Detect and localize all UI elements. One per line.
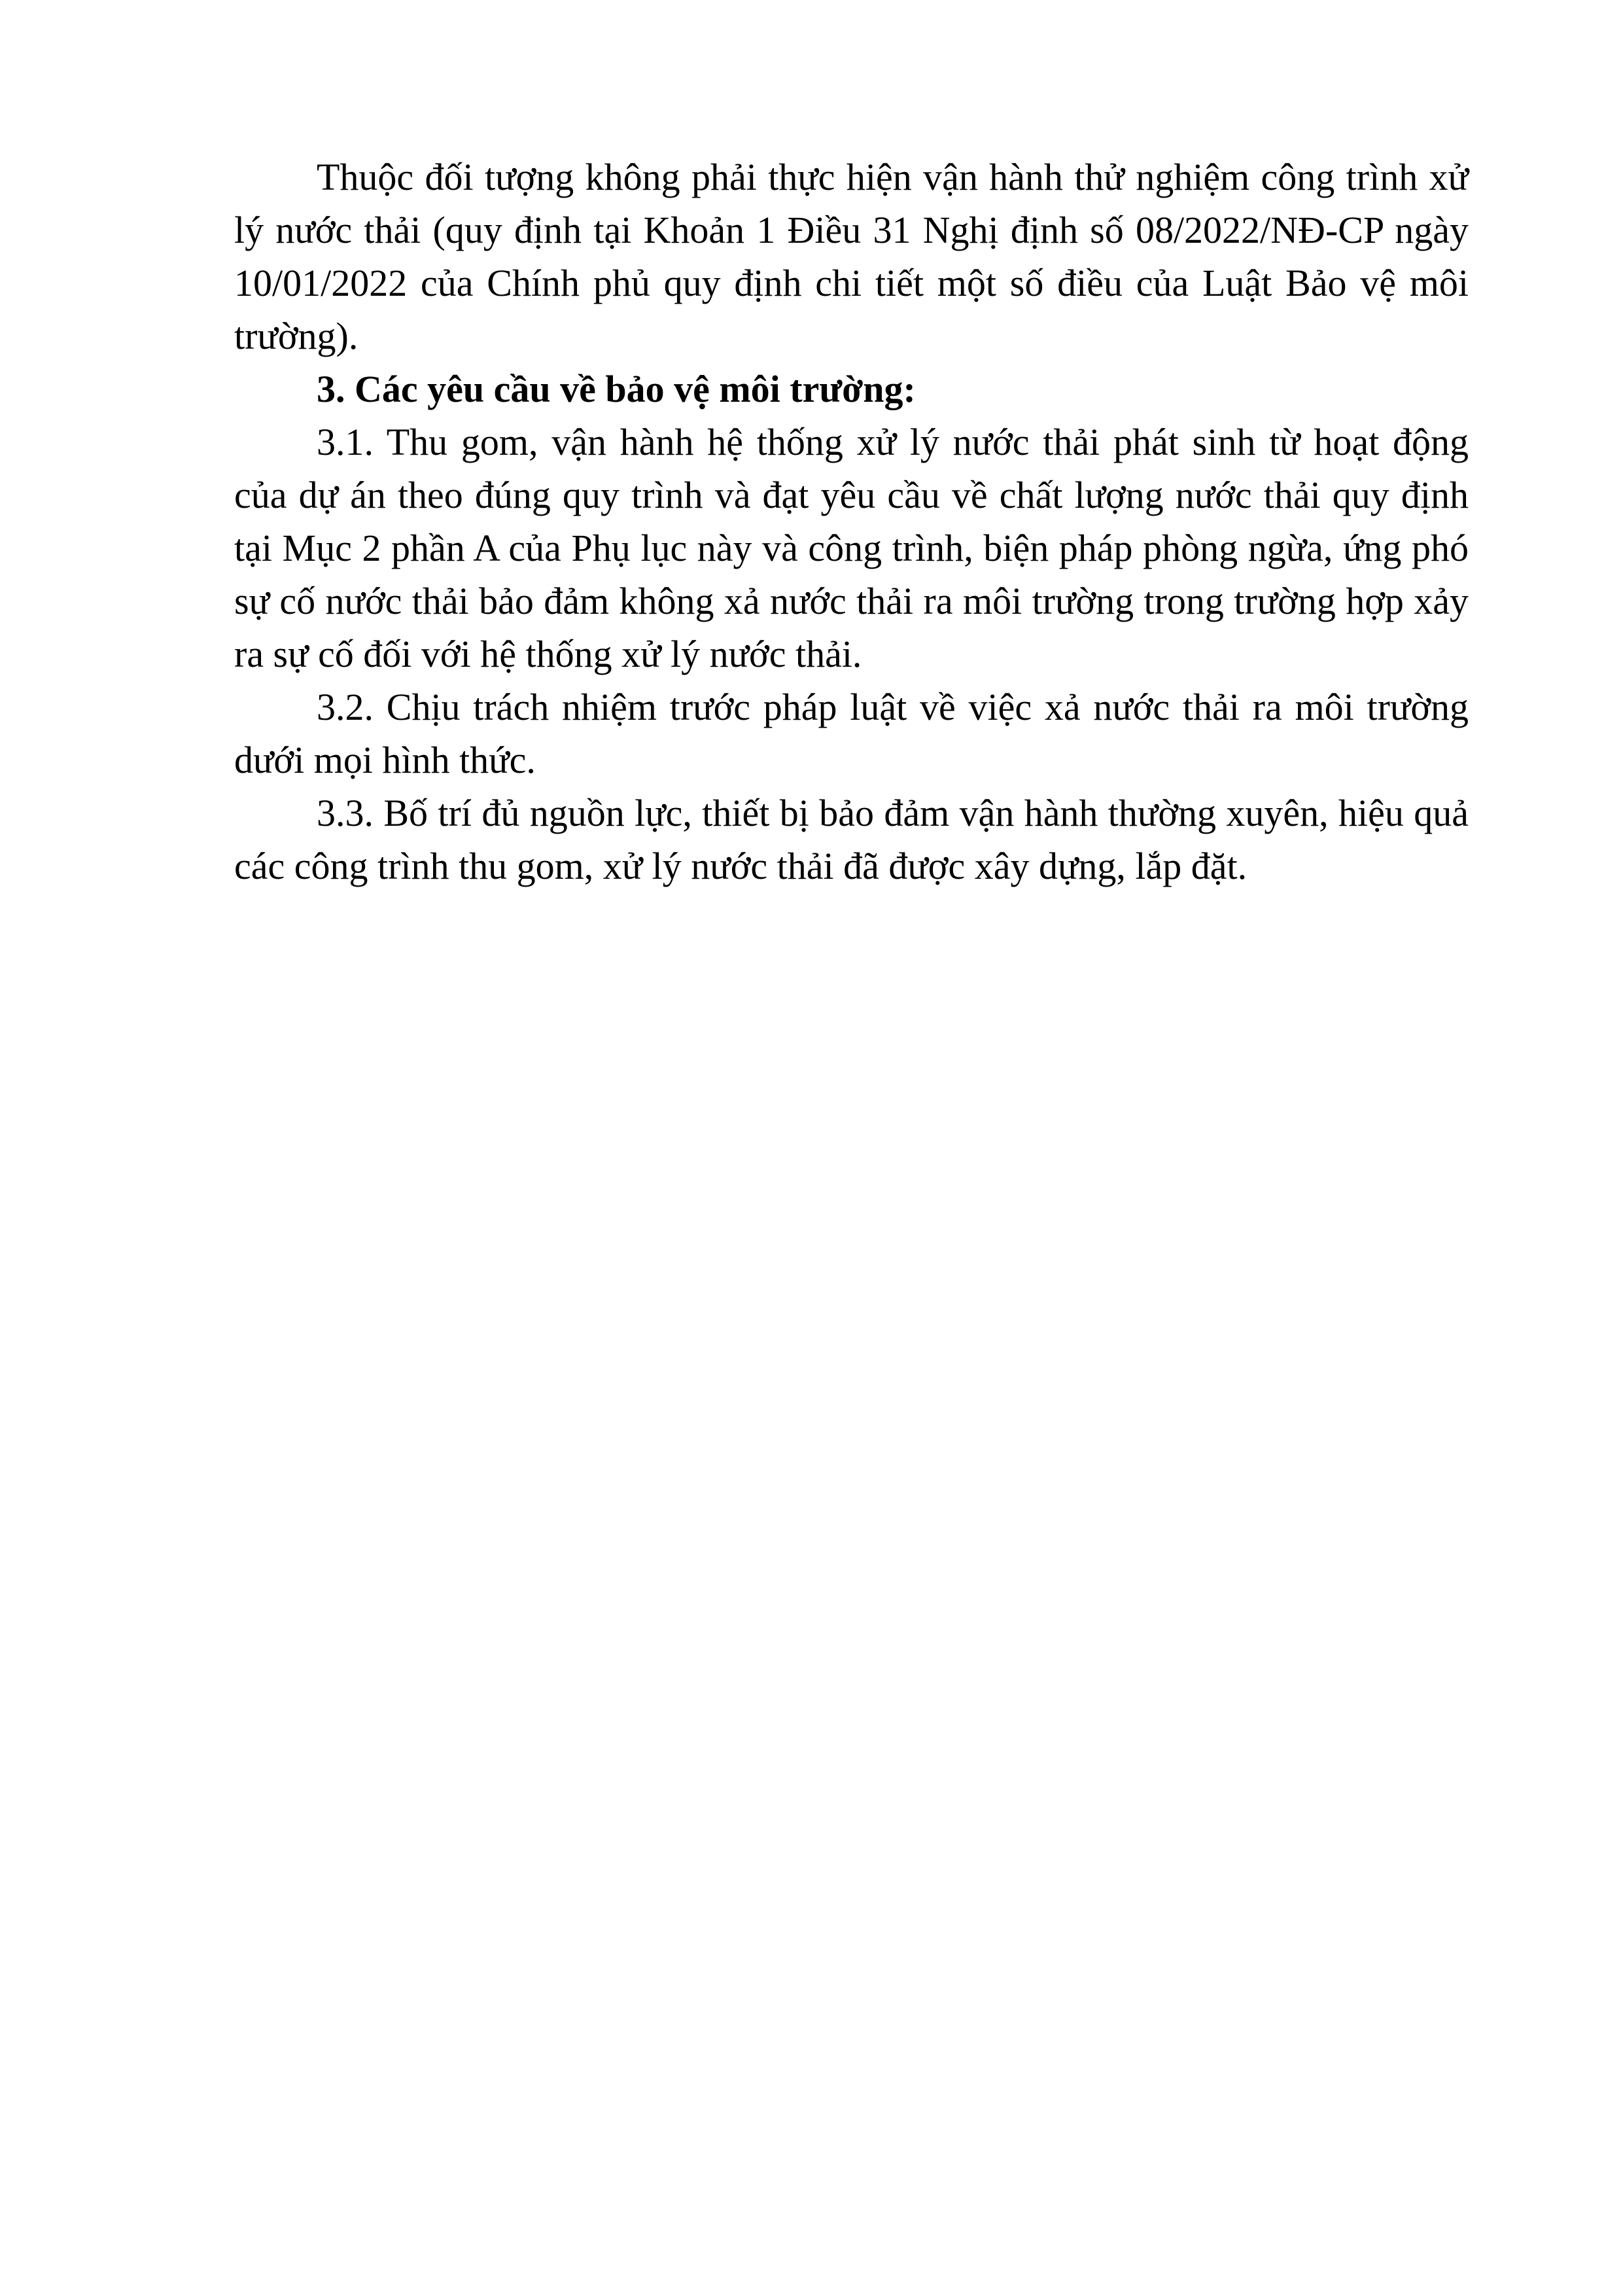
section-3-heading (234, 362, 1469, 415)
text-block (234, 150, 1469, 892)
text-line: các công trình thu gom, xử lý nước thải đã được xây dựng, lắp đặt. (234, 845, 1248, 887)
text-line: 3.2. Chịu trách nhiệm trước pháp luật về việc xả nước thải ra môi trường (317, 686, 1469, 728)
text-line: 3.1. Thu gom, vận hành hệ thống xử lý nước thải phát sinh từ hoạt động (317, 421, 1469, 463)
text-line: 3.3. Bố trí đủ nguồn lực, thiết bị bảo đảm vận hành thường xuyên, hiệu quả (317, 792, 1469, 834)
text-line: ra sự cố đối với hệ thống xử lý nước thải. (234, 633, 862, 675)
item-3-3-paragraph (234, 786, 1469, 892)
text-line: lý nước thải (quy định tại Khoản 1 Điều 31 Nghị định số 08/2022/NĐ-CP ngày (234, 209, 1469, 251)
intro-paragraph (234, 150, 1469, 362)
text-line: trường). (234, 315, 358, 357)
text-line: của dự án theo đúng quy trình và đạt yêu cầu về chất lượng nước thải quy định (234, 474, 1469, 516)
text-line: sự cố nước thải bảo đảm không xả nước thải ra môi trường trong trường hợp xảy (234, 580, 1469, 622)
item-3-1-paragraph (234, 415, 1469, 680)
item-3-2-paragraph (234, 680, 1469, 786)
text-line: dưới mọi hình thức. (234, 739, 536, 781)
text-line: Thuộc đối tượng không phải thực hiện vận hành thử nghiệm công trình xử (317, 156, 1469, 198)
text-line: 10/01/2022 của Chính phủ quy định chi tiết một số điều của Luật Bảo vệ môi (234, 262, 1469, 304)
text-line: 3. Các yêu cầu về bảo vệ môi trường: (317, 368, 916, 410)
text-line: tại Mục 2 phần A của Phụ lục này và công trình, biện pháp phòng ngừa, ứng phó (234, 527, 1469, 569)
